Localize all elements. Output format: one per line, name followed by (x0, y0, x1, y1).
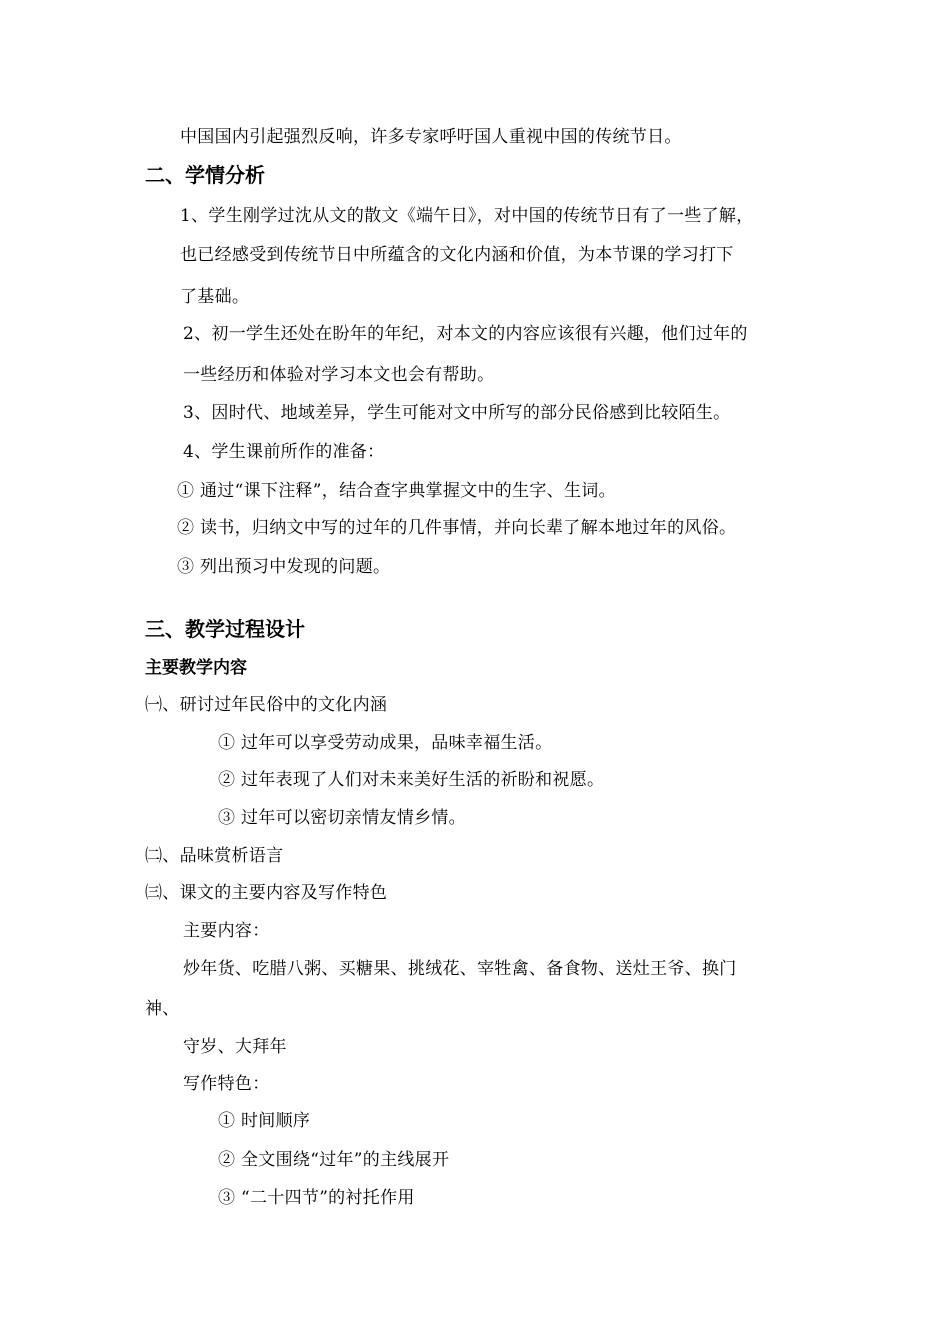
part1-title: ㈠、研讨过年民俗中的文化内涵 (145, 695, 388, 715)
part1-item: ② 过年表现了人们对未来美好生活的祈盼和祝愿。 (218, 770, 605, 790)
part1-item: ① 过年可以享受劳动成果，品味幸福生活。 (218, 733, 553, 753)
section2-p1-line1: 1、学生刚学过沈从文的散文《端午日》，对中国的传统节日有了一些了解， (180, 206, 754, 226)
section3-subheading: 主要教学内容 (145, 658, 247, 678)
main-content-line3: 守岁、大拜年 (183, 1037, 287, 1057)
section2-p1-line2: 也已经感受到传统节日中所蕴含的文化内涵和价值，为本节课的学习打下 (180, 245, 734, 265)
section3-heading: 三、教学过程设计 (145, 617, 305, 641)
prep-item: ① 通过“课下注释”，结合查字典掌握文中的生字、生词。 (177, 481, 616, 501)
section2-p4: 4、学生课前所作的准备： (183, 442, 385, 462)
main-content-label: 主要内容： (183, 921, 270, 941)
intro-continuation: 中国国内引起强烈反响，许多专家呼吁国人重视中国的传统节日。 (180, 127, 682, 147)
prep-item: ③ 列出预习中发现的问题。 (177, 557, 391, 577)
part1-item: ③ 过年可以密切亲情友情乡情。 (218, 808, 466, 828)
part3-title: ㈢、课文的主要内容及写作特色 (145, 883, 388, 903)
section2-p2-line2: 一些经历和体验对学习本文也会有帮助。 (183, 365, 495, 385)
feature-item: ② 全文围绕“过年”的主线展开 (218, 1150, 450, 1170)
section2-heading: 二、学情分析 (145, 163, 265, 187)
main-content-line2: 神、 (145, 999, 180, 1019)
feature-item: ③ “二十四节”的衬托作用 (218, 1188, 415, 1208)
section2-p2-line1: 2、初一学生还处在盼年的年纪，对本文的内容应该很有兴趣，他们过年的 (183, 324, 748, 344)
feature-item: ① 时间顺序 (218, 1111, 311, 1131)
prep-item: ② 读书，归纳文中写的过年的几件事情，并向长辈了解本地过年的风俗。 (177, 518, 737, 538)
main-content-line1: 炒年货、吃腊八粥、买糖果、挑绒花、宰牲禽、备食物、送灶王爷、换门 (183, 959, 737, 979)
section2-p3: 3、因时代、地域差异，学生可能对文中所写的部分民俗感到比较陌生。 (183, 403, 731, 423)
part2-title: ㈡、品味赏析语言 (145, 846, 284, 866)
section2-p1-line3: 了基础。 (180, 287, 250, 307)
features-label: 写作特色： (183, 1074, 270, 1094)
